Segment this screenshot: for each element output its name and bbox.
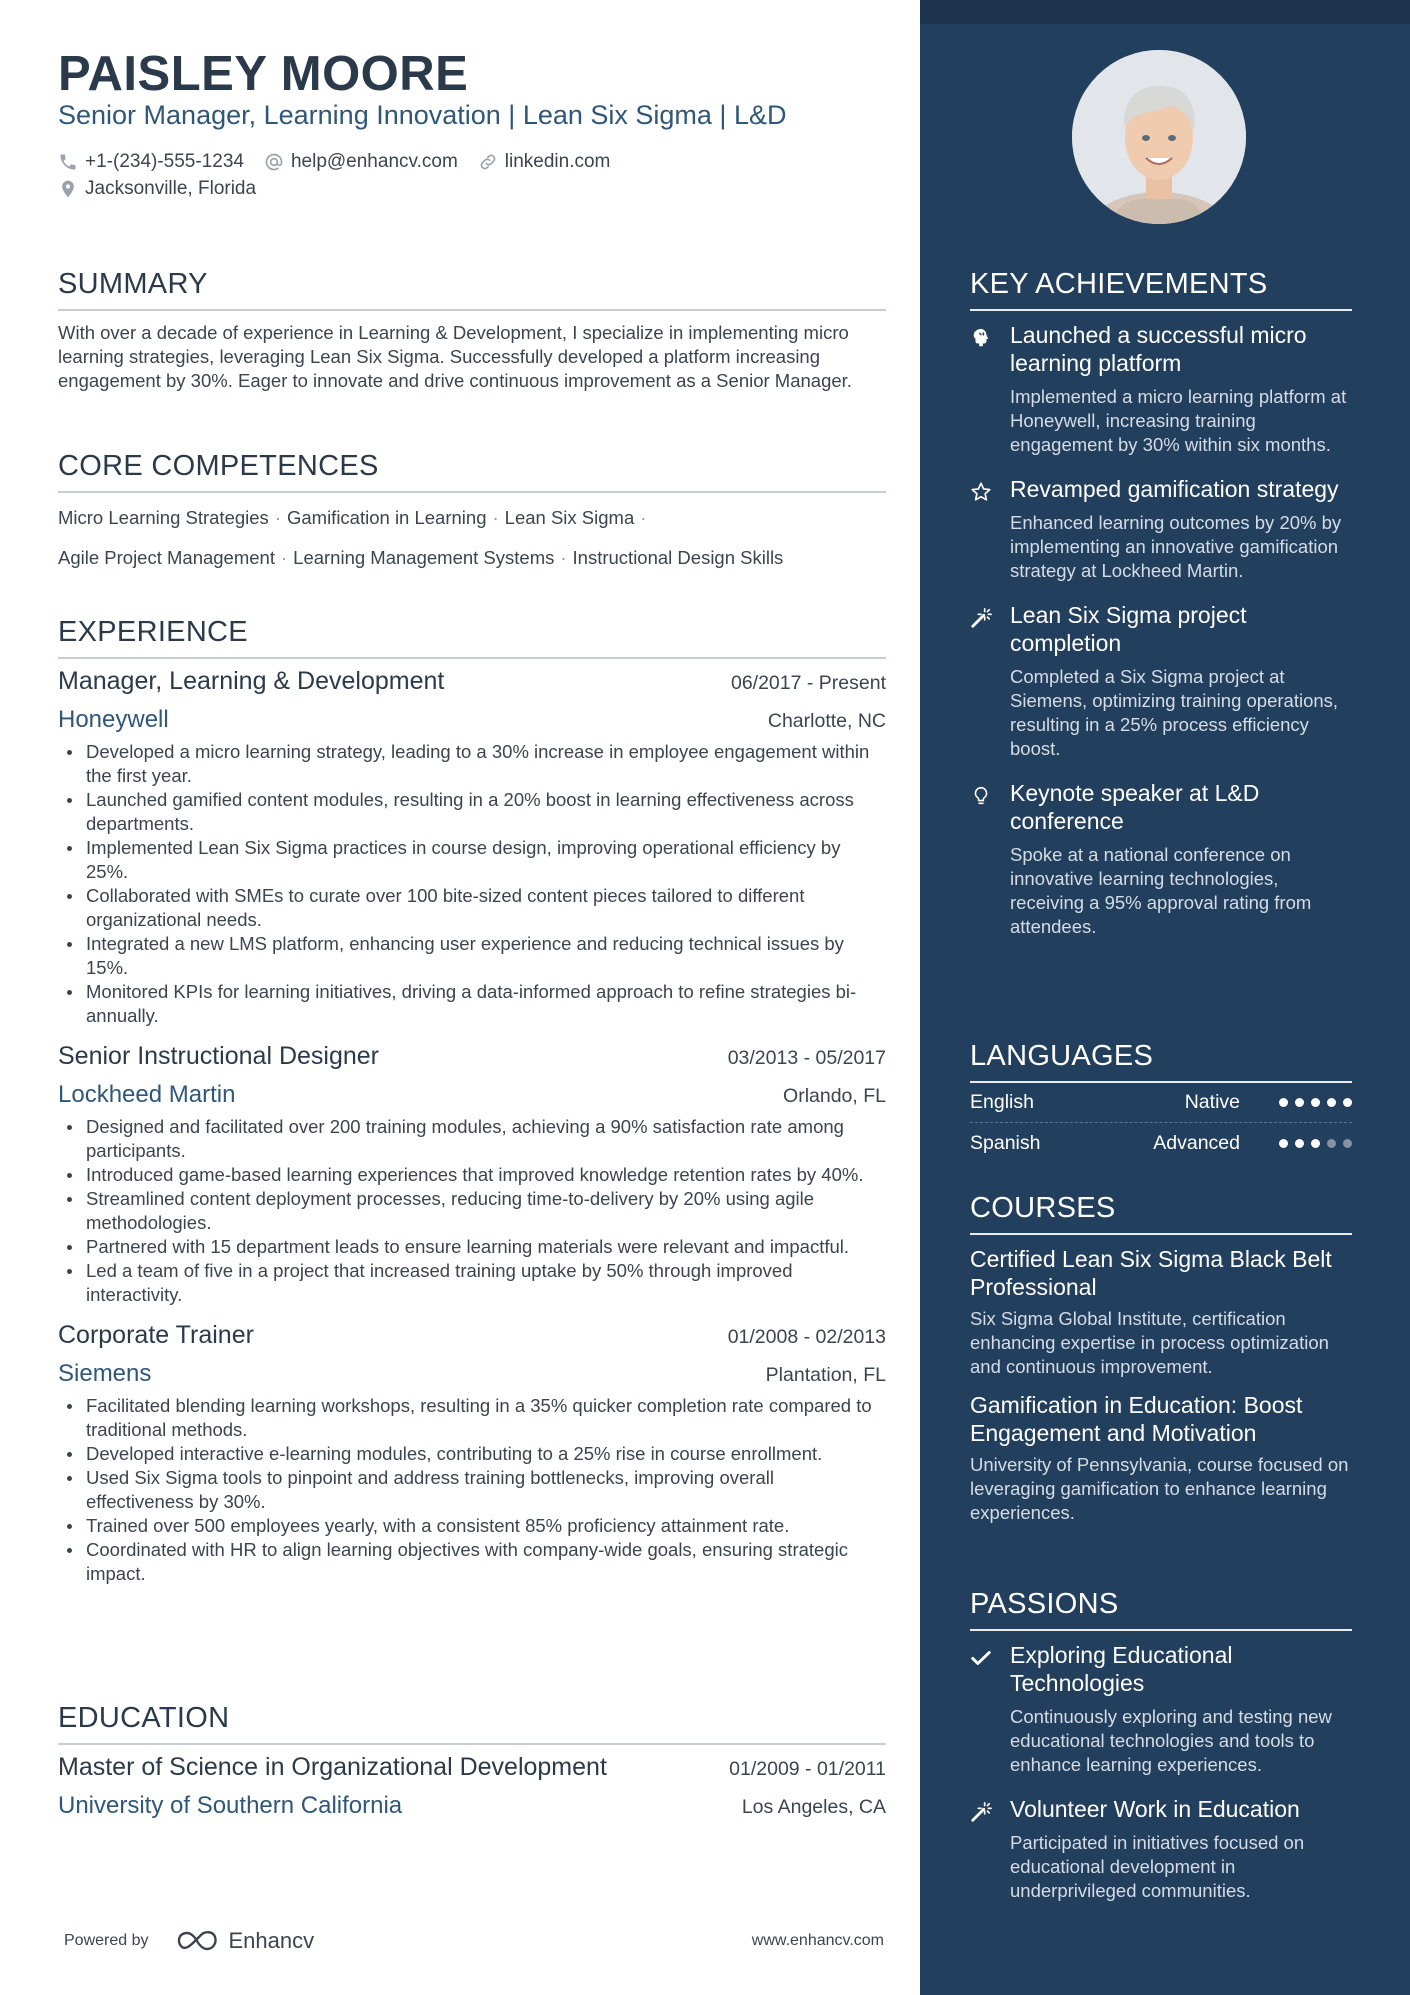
language-row bbox=[970, 1123, 1352, 1163]
course-item bbox=[970, 1245, 1352, 1379]
language-rating bbox=[1272, 1139, 1352, 1148]
job-entry bbox=[58, 667, 886, 1028]
job-bullets bbox=[58, 1115, 886, 1307]
courses-title: COURSES bbox=[970, 1192, 1352, 1235]
job-date: 06/2017 - Present bbox=[730, 672, 886, 694]
list-item: Monitored KPIs for learning initiatives, driving a data-informed approach to refine strategies bi-annually. bbox=[58, 980, 886, 1028]
summary-text: With over a decade of experience in Learning & Development, I specialize in implementing micro learning strategies, leveraging Lean Six Sigma. Successfully developed a platform increasing engagement by 30%. Eager to innovate and drive continuous improvement as a Senior Manager. bbox=[58, 322, 852, 391]
at-icon bbox=[264, 152, 284, 172]
achievement-desc: Enhanced learning outcomes by 20% by implementing an innovative gamification strategy at Lockheed Martin. bbox=[1010, 512, 1342, 581]
email-contact[interactable] bbox=[264, 151, 458, 173]
map-pin-icon bbox=[58, 179, 78, 199]
passion-title: Exploring Educational Technologies bbox=[1010, 1642, 1233, 1696]
course-title: Certified Lean Six Sigma Black Belt Professional bbox=[970, 1246, 1332, 1300]
rating-dot-empty bbox=[1343, 1139, 1352, 1148]
achievement-desc: Completed a Six Sigma project at Siemens, optimizing training operations, resulting in a 25% process efficiency boost. bbox=[1010, 666, 1339, 759]
linkedin-contact[interactable] bbox=[478, 151, 611, 173]
rating-dot-filled bbox=[1295, 1098, 1304, 1107]
passion-title: Volunteer Work in Education bbox=[1010, 1796, 1300, 1822]
course-item bbox=[970, 1391, 1352, 1525]
sidebar-column bbox=[920, 0, 1410, 1995]
experience-title: EXPERIENCE bbox=[58, 616, 886, 659]
achievement-item bbox=[970, 475, 1352, 591]
achievement-title: Launched a successful micro learning platform bbox=[1010, 322, 1307, 376]
location-text: Jacksonville, Florida bbox=[85, 177, 257, 199]
job-entry bbox=[58, 1321, 886, 1586]
phone-contact[interactable] bbox=[58, 151, 244, 173]
job-title: Senior Instructional Designer bbox=[58, 1042, 379, 1070]
achievement-title: Revamped gamification strategy bbox=[1010, 476, 1339, 502]
language-rating bbox=[1272, 1098, 1352, 1107]
rating-dot-filled bbox=[1279, 1098, 1288, 1107]
skill-tag: Micro Learning Strategies bbox=[58, 507, 269, 528]
list-item: Led a team of five in a project that increased training uptake by 50% through improved interactivity. bbox=[58, 1259, 886, 1307]
degree-title: Master of Science in Organizational Development bbox=[58, 1753, 607, 1781]
education-title: EDUCATION bbox=[58, 1702, 886, 1745]
education-date: 01/2009 - 01/2011 bbox=[729, 1758, 886, 1780]
phone-icon bbox=[58, 152, 78, 172]
rating-dot-filled bbox=[1311, 1098, 1320, 1107]
job-company: Siemens bbox=[58, 1360, 152, 1387]
education-section bbox=[58, 1702, 886, 1820]
competences-line-1: Micro Learning Strategies · Gamification in Learning · Lean Six Sigma · bbox=[58, 507, 647, 528]
contact-info bbox=[58, 148, 630, 202]
course-title: Gamification in Education: Boost Engagement and Motivation bbox=[970, 1392, 1303, 1446]
list-item: Collaborated with SMEs to curate over 100 bite-sized content pieces tailored to different organizational needs. bbox=[58, 884, 886, 932]
magic-wand-icon bbox=[970, 607, 992, 629]
job-company: Honeywell bbox=[58, 706, 169, 733]
sidebar-top-bar bbox=[920, 0, 1410, 24]
achievement-desc: Implemented a micro learning platform at Honeywell, increasing training engagement by 30% within six months. bbox=[1010, 386, 1347, 455]
language-name: English bbox=[970, 1091, 1034, 1113]
passion-item bbox=[970, 1795, 1352, 1911]
skill-tag: Instructional Design Skills bbox=[572, 547, 784, 568]
achievement-item bbox=[970, 779, 1352, 947]
achievements-section bbox=[970, 268, 1352, 947]
skill-tag: Agile Project Management bbox=[58, 547, 275, 568]
list-item: Streamlined content deployment processes, reducing time-to-delivery by 20% using agile methodologies. bbox=[58, 1187, 886, 1235]
location-contact bbox=[58, 178, 256, 200]
achievement-title: Keynote speaker at L&D conference bbox=[1010, 780, 1260, 834]
profile-photo bbox=[1072, 50, 1246, 224]
rating-dot-filled bbox=[1311, 1139, 1320, 1148]
job-company: Lockheed Martin bbox=[58, 1081, 236, 1108]
list-item: Integrated a new LMS platform, enhancing user experience and reducing technical issues by 15%. bbox=[58, 932, 886, 980]
education-entry bbox=[58, 1753, 886, 1820]
job-title: Corporate Trainer bbox=[58, 1321, 254, 1349]
enhancv-logo[interactable] bbox=[175, 1928, 315, 1954]
skill-tag: Lean Six Sigma bbox=[504, 507, 635, 528]
job-entry bbox=[58, 1042, 886, 1307]
job-date: 03/2013 - 05/2017 bbox=[727, 1047, 886, 1069]
job-location: Charlotte, NC bbox=[767, 710, 886, 732]
powered-by-label: Powered by bbox=[64, 1932, 149, 1949]
rating-dot-filled bbox=[1343, 1098, 1352, 1107]
course-desc: Six Sigma Global Institute, certification enhancing expertise in process optimization and continuous improvement. bbox=[970, 1308, 1329, 1377]
job-location: Orlando, FL bbox=[783, 1085, 886, 1107]
list-item: Developed interactive e-learning modules, contributing to a 25% rise in course enrollment. bbox=[58, 1442, 886, 1466]
passions-section bbox=[970, 1588, 1352, 1911]
email-text: help@enhancv.com bbox=[290, 150, 458, 172]
achievement-item bbox=[970, 601, 1352, 769]
experience-section bbox=[58, 616, 886, 1586]
magic-wand-icon bbox=[970, 1801, 992, 1823]
passion-item bbox=[970, 1641, 1352, 1785]
list-item: Facilitated blending learning workshops, resulting in a 35% quicker completion rate compared to traditional methods. bbox=[58, 1394, 886, 1442]
brand-name: Enhancv bbox=[228, 1928, 315, 1953]
course-desc: University of Pennsylvania, course focused on leveraging gamification to enhance learning experiences. bbox=[970, 1454, 1349, 1523]
brain-icon bbox=[970, 327, 992, 349]
language-level: Advanced bbox=[1153, 1131, 1240, 1154]
linkedin-text: linkedin.com bbox=[504, 150, 611, 172]
list-item: Developed a micro learning strategy, leading to a 30% increase in employee engagement within the first year. bbox=[58, 740, 886, 788]
website-link[interactable]: www.enhancv.com bbox=[751, 1932, 884, 1949]
job-location: Plantation, FL bbox=[765, 1364, 886, 1386]
passion-desc: Participated in initiatives focused on educational development in underprivileged communities. bbox=[1010, 1832, 1305, 1901]
languages-title: LANGUAGES bbox=[970, 1040, 1352, 1083]
link-icon bbox=[478, 152, 498, 172]
courses-section bbox=[970, 1192, 1352, 1537]
footer bbox=[64, 1928, 884, 1954]
summary-section bbox=[58, 268, 886, 393]
summary-title: SUMMARY bbox=[58, 268, 886, 311]
job-bullets bbox=[58, 1394, 886, 1586]
list-item: Introduced game-based learning experiences that improved knowledge retention rates by 40%. bbox=[58, 1163, 886, 1187]
passion-desc: Continuously exploring and testing new educational technologies and tools to enhance learning experiences. bbox=[1010, 1706, 1332, 1775]
competences-section bbox=[58, 450, 886, 571]
rating-dot-empty bbox=[1327, 1139, 1336, 1148]
list-item: Trained over 500 employees yearly, with a consistent 85% proficiency attainment rate. bbox=[58, 1514, 886, 1538]
list-item: Used Six Sigma tools to pinpoint and address training bottlenecks, improving overall effectiveness by 30%. bbox=[58, 1466, 886, 1514]
achievement-desc: Spoke at a national conference on innovative learning technologies, receiving a 95% approval rating from attendees. bbox=[1010, 844, 1312, 937]
job-bullets bbox=[58, 740, 886, 1028]
achievement-item bbox=[970, 321, 1352, 465]
rating-dot-filled bbox=[1327, 1098, 1336, 1107]
passions-title: PASSIONS bbox=[970, 1588, 1352, 1631]
language-name: Spanish bbox=[970, 1131, 1041, 1154]
competences-title: CORE COMPETENCES bbox=[58, 450, 886, 493]
skill-tag: Gamification in Learning bbox=[286, 507, 487, 528]
checkmark-icon bbox=[970, 1647, 992, 1669]
languages-section bbox=[970, 1040, 1352, 1163]
achievement-title: Lean Six Sigma project completion bbox=[1010, 602, 1247, 656]
school-location: Los Angeles, CA bbox=[741, 1796, 886, 1818]
candidate-name: PAISLEY MOORE bbox=[58, 47, 469, 101]
list-item: Launched gamified content modules, resulting in a 20% boost in learning effectiveness across departments. bbox=[58, 788, 886, 836]
lightbulb-icon bbox=[970, 785, 992, 807]
list-item: Partnered with 15 department leads to ensure learning materials were relevant and impactful. bbox=[58, 1235, 886, 1259]
list-item: Coordinated with HR to align learning objectives with company-wide goals, ensuring strategic impact. bbox=[58, 1538, 886, 1586]
skill-tag: Learning Management Systems bbox=[293, 547, 555, 568]
list-item: Designed and facilitated over 200 training modules, achieving a 90% satisfaction rate among participants. bbox=[58, 1115, 886, 1163]
phone-text: +1-(234)-555-1234 bbox=[85, 150, 244, 172]
language-level: Native bbox=[1184, 1091, 1240, 1113]
list-item: Implemented Lean Six Sigma practices in course design, improving operational efficiency by 25%. bbox=[58, 836, 886, 884]
job-title: Manager, Learning & Development bbox=[58, 667, 445, 695]
rating-dot-filled bbox=[1279, 1139, 1288, 1148]
enhancv-logo-icon bbox=[175, 1929, 221, 1953]
competences-line-2: Agile Project Management · Learning Management Systems · Instructional Design Skills bbox=[58, 547, 784, 568]
job-date: 01/2008 - 02/2013 bbox=[727, 1326, 886, 1348]
rating-dot-filled bbox=[1295, 1139, 1304, 1148]
achievements-title: KEY ACHIEVEMENTS bbox=[970, 268, 1352, 311]
school-name: University of Southern California bbox=[58, 1792, 403, 1819]
candidate-headline: Senior Manager, Learning Innovation | Lean Six Sigma | L&D bbox=[58, 100, 787, 130]
star-icon bbox=[970, 481, 992, 503]
avatar bbox=[1072, 50, 1246, 224]
language-row bbox=[970, 1083, 1352, 1123]
